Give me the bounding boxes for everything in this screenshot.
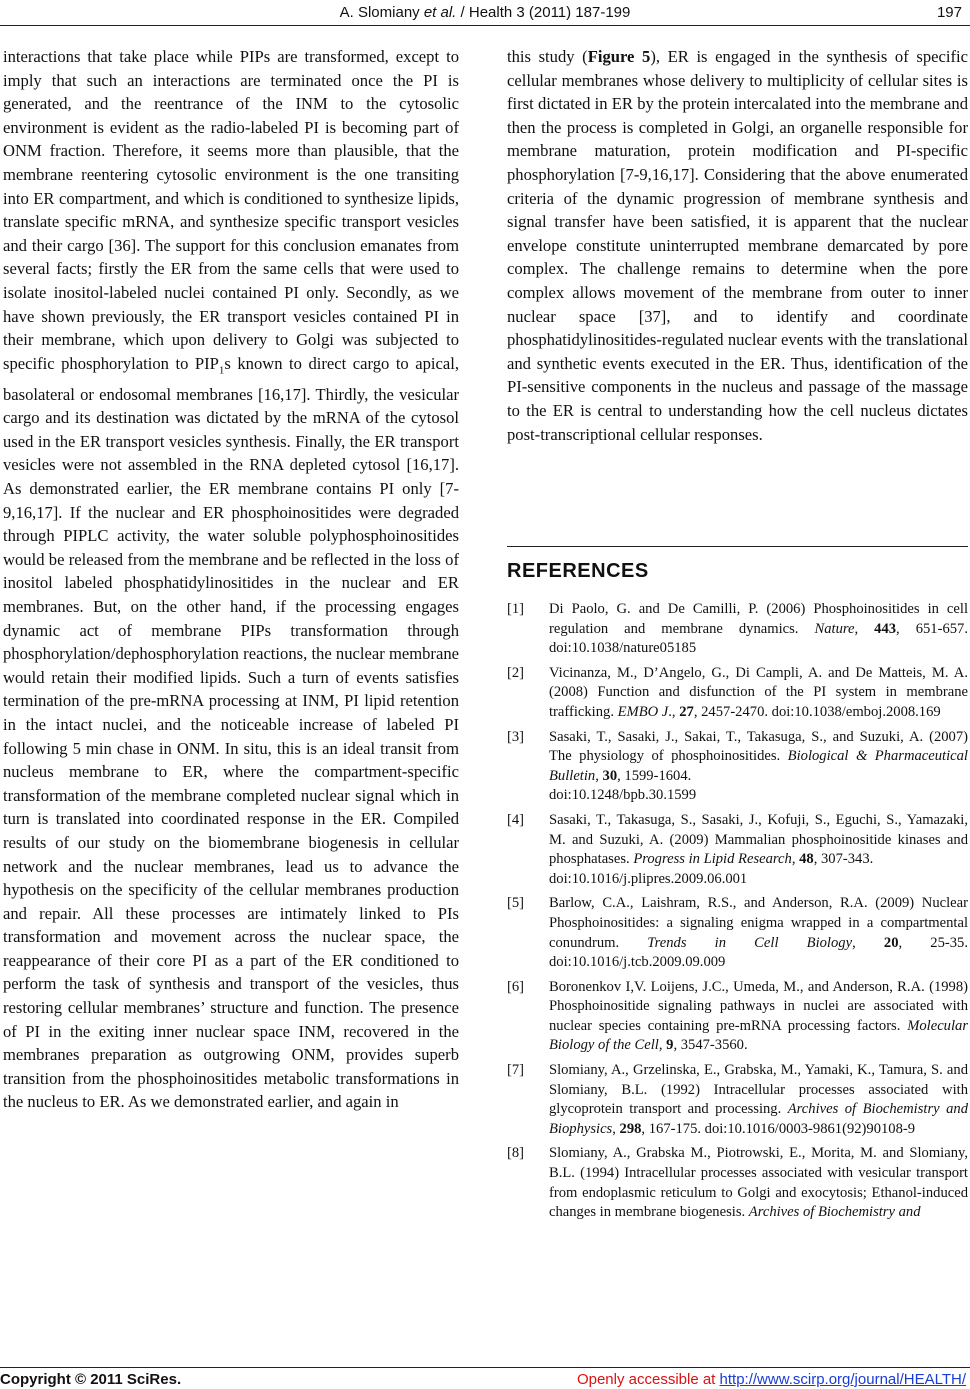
reference-sep: , xyxy=(854,620,875,637)
body-text: interactions that take place while PIPs are transformed, except to imply that such an interactions are terminated once the PI is generated, and the reentrance of the INM to the cytosolic environment is evident as the radio-labeled PI is becoming part of ONM fraction. Therefore, it seems more than plausible, that the membrane reentering cytosolic environment is the one transiting into ER compartment, and which is conditioned to synthesize lipids, translate specific mRNA, and synthesize specific transport vesicles and their cargo [36]. The support for this conclusion emanates from several facts; firstly the ER from the same cells that were used to isolate inositol-labeled nuclei contained PI only. Secondly, as we have shown previously, the ER transport vesicles contained PI in their membrane, which upon delivery to Golgi was subjected to specific phosphorylation to PIP xyxy=(3,47,459,373)
reference-number: [5] xyxy=(507,895,525,912)
reference-journal: Archives of Biochemistry and Biophysics xyxy=(549,1101,968,1137)
reference-item xyxy=(507,600,968,659)
reference-volume: 20 xyxy=(883,934,899,951)
reference-journal: EMBO J xyxy=(617,703,669,720)
page-footer xyxy=(0,1367,970,1389)
reference-item xyxy=(507,894,968,972)
page-number: 197 xyxy=(936,4,962,21)
reference-pages: , 2457-2470. doi:10.1038/emboj.2008.169 xyxy=(693,703,941,720)
body-text: this study ( xyxy=(507,47,588,66)
body-text-cont: s known to direct cargo to apical, basolateral or endosomal membranes [16,17]. Thirdly, the vesicular cargo and its destination was dictated by the mRNA of the cytosol used in the ER transport vesicles synthesis. Finally, the ER transport vesicles were not assembled in the RNA depleted cytosol [16,17]. As demonstrated earlier, the ER membrane contains PI only [7-9,16,17]. If the nuclear and ER phosphoinositides were degraded through PIPLC activity, the water soluble polyphosphoinositides would be released from the membrane and be reflected in the loss of inositol labeled phosphatidylinositides in the nuclear and ER membranes. But, on the other hand, if the processing engages dynamic act of membrane PIPs transformation through phosphorylation/dephosphorylation reactions, the nuclear membrane would retain their modified lipids. Such a turn of events satisfies termination of the pre-mRNA processing at INM, PI lipid retention in the intact nuclei, and the noticeable increase of labeled PI following 5 min chase in ONM. In situ, this is an ideal transit from nucleus membrane to ER, where the compartment-specific transformation of the membrane completed nuclear signal which in turn is translated into coordinated response in the ER. Compiled results of our study on the biomembrane biogenesis in cellular network and the nuclear membranes, lead us to advance the hypothesis on the specificity of the cellular membranes production and repair. All these processes are intimately linked to PIs transformation and movement across the nuclear space, the reappearance of their core PI as a part of the ER conditioned to perform the task of synthesis and transport of the vesicles, thus restoring cellular membranes’ structure and function. The presence of PI in the exiting inner nuclear space INM, recovered in the membranes preparation as outgrowing ONM, provides superb transition from the phosphoinositides metabolic transformations in the nucleus to ER. As we demonstrated earlier, and again in xyxy=(3,353,459,1112)
reference-item xyxy=(507,811,968,889)
reference-authors-title: Di Paolo, G. and De Camilli, P. (2006) Phosphoinositides in cell regulation and membrane dynamics. xyxy=(549,601,968,637)
reference-number: [1] xyxy=(507,601,525,617)
body-text-cont: ), ER is engaged in the synthesis of specific cellular membranes whose delivery to multiplicity of cellular sites is first dictated in ER by the protein intercalated into the membrane and then the process is completed in Golgi, an organelle responsible for membrane maturation, protein modification and PI-specific phosphorylation [7-9,16,17]. Considering that the above enumerated criteria of the dynamic progression of membrane synthesis and signal transfer have been satisfied, it is apparent that the nuclear envelope constitute uninterrupted membrane demarcated by pore complex. The challenge remains to determine when the pore complex allows movement of the membrane from outer to inner nuclear space [37], and to identify and coordinate phosphatidylinositides-regulated nuclear events with the translational and synthetic events executed in the ER. Thus, identification of the PI-sensitive components in the nucleus and passage of the massage to the ER is central to understanding how the cell nucleus dictates post-transcriptional cellular responses. xyxy=(507,47,968,444)
reference-item xyxy=(507,1061,968,1139)
body-paragraph xyxy=(507,45,968,446)
reference-authors-title: Sasaki, T., Sasaki, J., Sakai, T., Takasuga, S., and Suzuki, A. (2007) The physiology of phosphoinositides. xyxy=(549,728,968,765)
reference-authors-title: Slomiany, A., Grzelinska, E., Grabska, M., Yamaki, K., Tamura, S. and Slomiany, B.L. (1992) Intracellular processes associated with glycoprotein transport and processing. xyxy=(549,1062,968,1118)
reference-volume: 48 xyxy=(799,851,814,868)
references-list xyxy=(507,600,968,1228)
reference-authors-title: Sasaki, T., Takasuga, S., Sasaki, J., Kofuji, S., Eguchi, S., Yamazaki, M. and Suzuki, A. (2009) Mammalian phosphoinositide kinases and phosphatases. xyxy=(549,811,968,868)
running-title-journal: / Health 3 (2011) 187-199 xyxy=(456,4,631,21)
reference-volume: 9 xyxy=(666,1037,674,1054)
reference-journal: Trends in Cell Biology xyxy=(647,934,853,951)
footer-rule xyxy=(0,1367,970,1368)
reference-journal: Molecular Biology of the Cell xyxy=(549,1017,968,1054)
reference-number: [3] xyxy=(507,728,525,745)
reference-number: [6] xyxy=(507,978,525,995)
reference-number: [7] xyxy=(507,1062,525,1079)
copyright-notice: Copyright © 2011 SciRes. xyxy=(0,1371,182,1388)
reference-volume: 298 xyxy=(619,1120,642,1137)
reference-journal: Progress in Lipid Research xyxy=(633,851,792,868)
figure-reference: Figure 5 xyxy=(587,47,651,66)
reference-authors-title: Slomiany, A., Grabska M., Piotrowski, E., Morita, M. and Slomiany, B.L. (1994) Intracellular processes associated with vesicular transport from endoplasmic reticulum to Golgi and exocytosis; Ethanol-induced changes in membrane biogenesis. xyxy=(549,1145,968,1221)
reference-sep: , xyxy=(612,1120,620,1137)
reference-volume: 27 xyxy=(679,703,694,720)
running-title-authors: A. Slomiany xyxy=(339,4,424,21)
reference-volume: 30 xyxy=(602,767,618,784)
running-title xyxy=(0,4,970,21)
reference-sep: ., xyxy=(668,703,680,720)
reference-pages: , 3547-3560. xyxy=(673,1037,748,1054)
reference-authors-title: Vicinanza, M., D’Angelo, G., Di Campli, A. and De Matteis, M. A. (2008) Function and disfunction of the PI system in membrane trafficking. xyxy=(549,664,968,720)
references-heading: REFERENCES xyxy=(507,560,649,582)
page-header xyxy=(0,2,970,26)
reference-sep: , xyxy=(852,934,884,951)
reference-pages: , 25-35. doi:10.1016/j.tcb.2009.09.009 xyxy=(549,934,968,971)
header-rule xyxy=(0,25,970,26)
reference-item xyxy=(507,978,968,1056)
open-access-label: Openly accessible at xyxy=(576,1371,720,1388)
reference-number: [4] xyxy=(507,811,525,828)
running-title-etal: et al. xyxy=(423,4,457,21)
reference-pages: , 167-175. doi:10.1016/0003-9861(92)90108-9 xyxy=(641,1120,916,1137)
subscript: 1 xyxy=(218,364,225,377)
reference-number: [8] xyxy=(507,1145,525,1162)
left-column xyxy=(3,45,459,1114)
reference-item xyxy=(507,728,968,806)
journal-link[interactable]: http://www.scirp.org/journal/HEALTH/ xyxy=(719,1371,966,1388)
reference-pages: , 651-657. doi:10.1038/nature05185 xyxy=(549,620,969,657)
reference-volume: 443 xyxy=(874,620,897,637)
reference-journal: Archives of Biochemistry and xyxy=(748,1204,921,1221)
right-column xyxy=(507,45,968,446)
reference-authors-title: Boronenkov I,V. Loijens, J.C., Umeda, M., and Anderson, R.A. (1998) Phosphoinositide signaling pathways in nuclei are associated with nuclear species containing pre-mRNA processing factors. xyxy=(549,978,968,1034)
reference-sep: , xyxy=(658,1037,667,1054)
section-divider xyxy=(507,546,968,547)
reference-doi: doi:10.1016/j.plipres.2009.06.001 xyxy=(549,870,748,887)
reference-number: [2] xyxy=(507,664,525,681)
reference-doi: doi:10.1248/bpb.30.1599 xyxy=(549,787,697,804)
reference-pages: , 1599-1604. xyxy=(617,767,692,784)
reference-journal: Biological & Pharmaceutical Bulletin, xyxy=(549,748,968,784)
reference-authors-title: Barlow, C.A., Laishram, R.S., and Anderson, R.A. (2009) Nuclear Phosphoinositides: a signaling enigma wrapped in a compartmental conundrum. xyxy=(549,895,968,951)
body-paragraph xyxy=(3,45,459,1114)
reference-item xyxy=(507,664,968,723)
open-access-notice xyxy=(577,1371,966,1388)
reference-pages: , 307-343. xyxy=(813,851,874,868)
reference-item xyxy=(507,1144,968,1222)
reference-journal: Nature xyxy=(814,620,855,637)
reference-sep: , xyxy=(791,851,800,868)
